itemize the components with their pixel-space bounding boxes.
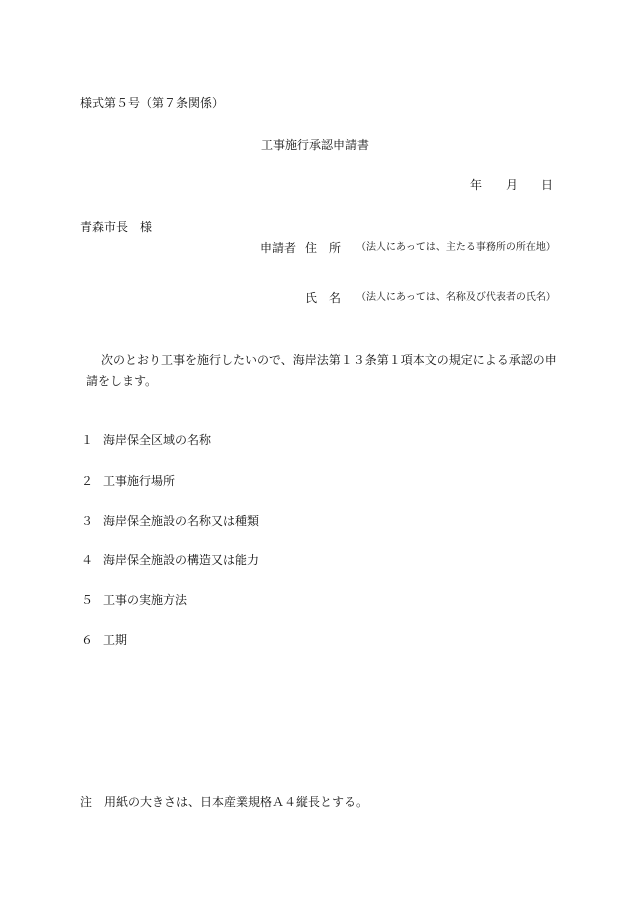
date-year-label: 年: [470, 178, 483, 192]
name-note: （法人にあっては、名称及び代表者の氏名）: [356, 292, 556, 303]
item-label: 海岸保全施設の名称又は種類: [103, 514, 260, 528]
item-number: ６: [81, 633, 94, 647]
item-number: ２: [81, 474, 94, 488]
document-title: 工事施行承認申請書: [260, 138, 369, 152]
body-line-2: 請をします。: [86, 374, 158, 388]
body-line-1: 次のとおり工事を施行したいので、海岸法第１３条第１項本文の規定による承認の申: [101, 353, 557, 367]
item-number: １: [81, 433, 94, 447]
item-number: ５: [81, 593, 94, 607]
date-day-label: 日: [541, 178, 554, 192]
date-month-label: 月: [506, 178, 519, 192]
item-number: ４: [81, 553, 94, 567]
form-number: 様式第５号（第７条関係）: [80, 96, 225, 110]
item-label: 海岸保全施設の構造又は能力: [103, 553, 260, 567]
address-note: （法人にあっては、主たる事務所の所在地）: [356, 242, 556, 253]
address-label: 住 所: [305, 241, 342, 255]
footnote: 注 用紙の大きさは、日本産業規格Ａ４縦長とする。: [80, 795, 369, 809]
name-label: 氏 名: [305, 291, 342, 305]
item-label: 工事施行場所: [103, 474, 176, 488]
addressee: 青森市長 様: [80, 220, 153, 234]
applicant-label: 申請者: [260, 241, 297, 255]
item-label: 工期: [103, 633, 128, 647]
item-label: 海岸保全区域の名称: [103, 433, 212, 447]
item-label: 工事の実施方法: [103, 593, 188, 607]
item-number: ３: [81, 514, 94, 528]
